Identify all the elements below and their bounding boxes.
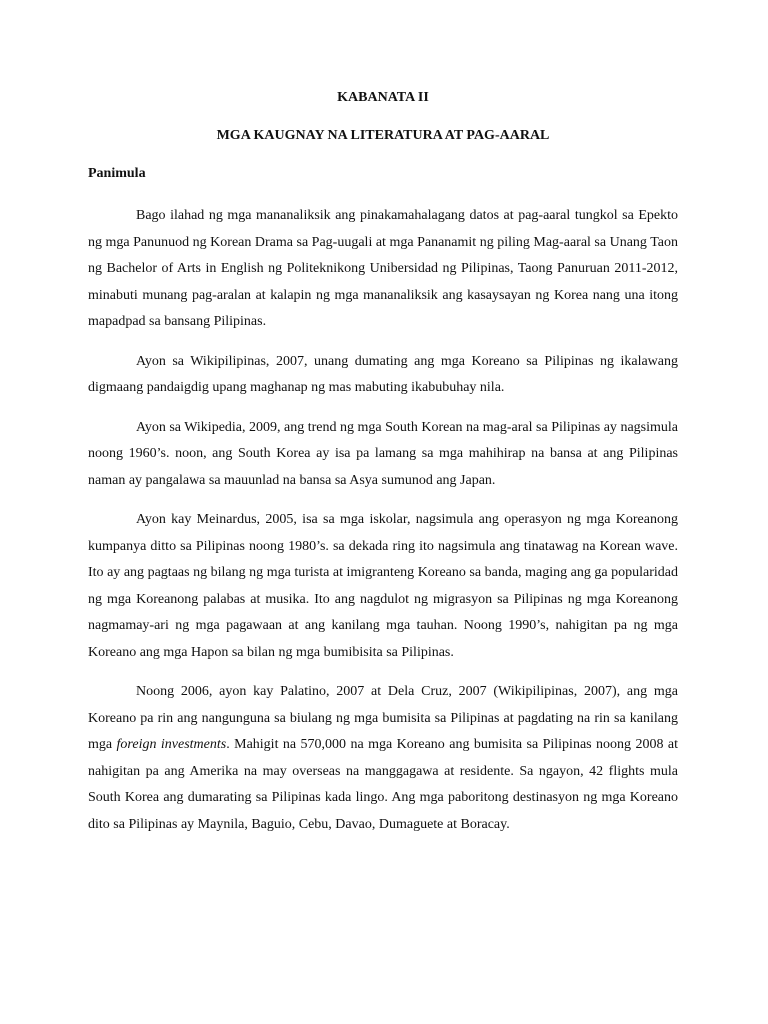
paragraph-3: Ayon sa Wikipedia, 2009, ang trend ng mga South Korean na mag-aral sa Pilipinas ay nagsimula noong 1960’s. noon, ang South Korea ay isa pa lamang sa mga mahihirap na bansa at ang Pilipinas naman ay pangalawa sa mauunlad na bansa sa Asya sumunod ang Japan. [88,419,678,488]
document-page [88,0,678,1024]
paragraph-2: Ayon sa Wikipilipinas, 2007, unang dumating ang mga Koreano sa Pilipinas ng ikalawang digmaang pandaigdig upang maghanap ng mas mabuting ikabubuhay nila. [88,353,678,395]
paragraph-5-italic-term: foreign investments [116,737,227,752]
chapter-title: MGA KAUGNAY NA LITERATURA AT PAG-AARAL [216,128,550,143]
paragraph-5-text-after: . Mahigit na 570,000 na mga Koreano ang bumisita sa Pilipinas noong 2008 at nahigitan pa ang Amerika na may overseas na manggagawa at residente. Sa ngayon, 42 flights mula South Korea ang dumarating sa Pilipinas kada lingo. Ang mga paboritong destinasyon ng mga Koreano dito sa Pilipinas ay Maynila, Baguio, Cebu, Davao, Dumaguete at Boracay. [88,737,678,832]
paragraph-4: Ayon kay Meinardus, 2005, isa sa mga iskolar, nagsimula ang operasyon ng mga Koreanong kumpanya ditto sa Pilipinas noong 1980’s. sa dekada ring ito nagsimula ang tinatawag na Korean wave. Ito ay ang pagtaas ng bilang ng mga turista at imigranteng Koreano sa banda, maging ang ga popularidad ng mga Koreanong palabas at musika. Ito ang nagdulot ng migrasyon sa Pilipinas ng mga Koreanong nagmamay-ari ng mga pagawaan at ang kanilang mga tauhan. Noong 1990’s, nahigitan pa ng mga Koreano ang mga Hapon sa bilan ng mga bumibisita sa Pilipinas. [88,512,678,660]
body-text [88,203,678,851]
paragraph-5 [88,679,678,838]
section-heading: Panimula [88,166,146,181]
paragraph-5-text-before: Noong 2006, ayon kay Palatino, 2007 at Dela Cruz, 2007 (Wikipilipinas, 2007), ang mga Koreano pa rin ang nangunguna sa biulang ng mga bumisita sa Pilipinas at pagdating na rin sa kanilang mga [88,684,678,752]
paragraph-1: Bago ilahad ng mga mananaliksik ang pinakamahalagang datos at pag-aaral tungkol sa Epekto ng mga Panunuod ng Korean Drama sa Pag-uugali at mga Pananamit ng piling Mag-aaral sa Unang Taon ng Bachelor of Arts in English ng Politeknikong Unibersidad ng Pilipinas, Taong Panuruan 2011-2012, minabuti munang pag-aralan at kalapin ng mga mananaliksik ang kasaysayan ng Korea nang una itong mapadpad sa bansang Pilipinas. [88,208,678,329]
chapter-number: KABANATA II [337,90,429,105]
